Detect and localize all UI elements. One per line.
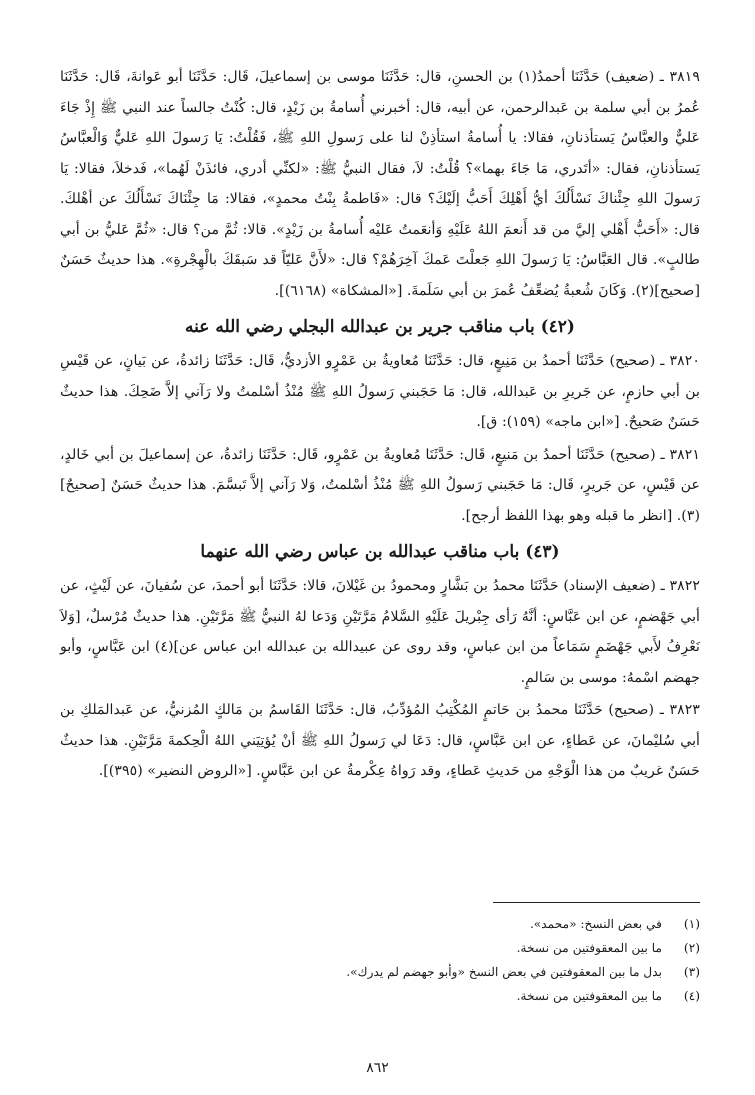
page-number: ٨٦٢ xyxy=(366,1060,389,1076)
footnote-text: ما بين المعقوفتين من نسخة. xyxy=(516,941,662,955)
footnote-number: (٣) xyxy=(683,965,700,979)
chapter-heading-42: (٤٢) باب مناقب جرير بن عبدالله البجلي رضي الله عنه xyxy=(185,317,575,337)
footnote-number: (٢) xyxy=(683,941,700,955)
footnote-item xyxy=(60,912,700,936)
footnote-item xyxy=(60,984,700,1008)
hadith-3823: ٣٨٢٣ ـ (صحيح) حَدَّثَنَا محمدُ بن حَاتمٍ المُكْتِبُ المُؤدِّبُ، قال: حَدَّثَنَا القَاسمُ بن مَالكٍ المُزنيُّ، عن عَبدالمَلكِ بن أبي سُليْمانَ، عن عَطاءٍ، عن ابن عَبَّاسٍ، قال: دَعَا لي رَسولُ اللهِ ﷺ أنْ يُؤتِيَني اللهُ الْحِكمةَ مَرَّتَيْنِ. هذا حديثٌ حَسَنٌ غريبٌ من هذا الْوَجْهِ من حَديثِ عَطاءٍ، وقد رَواهُ عِكْرمةُ عن ابن عَبَّاسٍ. [«الروض النضير» (٣٩٥)]. xyxy=(60,702,700,779)
hadith-3822: ٣٨٢٢ ـ (ضعيف الإسناد) حَدَّثَنَا محمدُ بن بَشَّارٍ ومحمودُ بن غَيْلانَ، قالا: حَدَّثَنَا أبو أحمدَ، عن سُفيانَ، عن لَيْثٍ، عن أبي جَهْضمٍ، عن ابن عَبَّاسٍ: أنَّهُ رَأى جِبْريلَ عَلَيْهِ السَّلامُ مَرَّتَيْنِ وَدَعا لهُ النبيُّ ﷺ مَرَّتَيْنِ. هذا حديثٌ مُرْسلٌ، [وَلاَ نَعْرِفُ لأَبي جَهْضَمٍ سَمَاعاً من ابن عباسٍ، وقد روى عن عبيدالله بن عبدالله ابن عباس عن](٤) ابن عَبَّاسٍ، وأبو جهضم اسْمهُ: موسى بن سَالمٍ. xyxy=(60,578,700,686)
footnote-text: ما بين المعقوفتين من نسخة. xyxy=(516,989,662,1003)
footnote-item xyxy=(60,936,700,960)
footnotes xyxy=(60,912,700,1008)
hadith-3820: ٣٨٢٠ ـ (صحيح) حَدَّثَنَا أحمدُ بن مَنِيعٍ، قال: حَدَّثَنَا مُعاويةُ بن عَمْرٍو الأزديُّ، قَال: حَدَّثَنَا زائدةُ، عن بَيانٍ، عن قَيْسِ بن أبي حازمٍ، عن جَريرِ بن عَبدالله، قال: مَا حَجَبني رَسولُ اللهِ ﷺ مُنْذُ أسْلمتُ ولا رَآني إلاَّ ضَحِكَ. هذا حديثٌ حَسَنٌ صَحيحٌ. [«ابن ماجه» (١٥٩): ق]. xyxy=(60,353,700,430)
hadith-3819: ٣٨١٩ ـ (ضعيف) حَدَّثَنَا أحمدُ(١) بن الحسنِ، قال: حَدَّثَنَا موسى بن إسماعيلَ، قَال: حَدَّثَنَا أبو عَوانةَ، قَال: حَدَّثَنَا عُمرُ بن أبي سلمة بن عَبدالرحمن، عن أبيه، قال: أخبرني أُسامةُ بن زَيْدٍ، قال: كُنْتُ جالساً عند النبي ﷺ إِذْ جَاءَ عَليٌّ والعبَّاسُ يَستأذنانِ، فقالا: يا أُسامةُ استأذِنْ لنا على رَسولِ اللهِ ﷺ، فَقُلْتُ: يَا رَسولَ اللهِ عَليٌّ وَالْعبَّاسُ يَستأذنانِ، فقال: «أتَدري، مَا جَاءَ بهما»؟ قُلْتُ: لاَ، فقال النبيُّ ﷺ: «لكنِّي أدري، فائذَنْ لَهُما»، فَدخلاَ، فقالا: يَا رَسولَ اللهِ جِئْناكَ نَسْأَلُكَ أيُّ أَهْلِكَ أَحَبُّ إلَيْكَ؟ قال: «فَاطمةُ بِنْتُ محمدٍ»، فقالا: مَا جِئْنَاكَ نَسْأَلُكَ عن أهْلكَ. قال: «أَحَبُّ أَهْلي إليَّ من قد أَنعمَ اللهُ عَلَيْهِ وَأنعَمتُ عَليْه أُسامةُ بن زَيْدٍ». قالا: ثُمَّ من؟ قال: «ثُمَّ عَليُّ بن أبي طالبٍ». قال العَبَّاسُ: يَا رَسولَ اللهِ جَعلْتَ عَمكَ آخِرَهُمْ؟ قال: «لأَنَّ عَليّاً قد سَبقَكَ بالْهِجْرةِ». هذا حديثٌ حَسَنٌ [صحيح](٢). وَكَانَ شُعبةُ يُضعِّفُ عُمرَ بن أبي سَلَمةَ. [«المشكاة» (٦١٦٨)]. xyxy=(60,69,700,299)
footnote-text: بدل ما بين المعقوفتين في بعض النسخ «وأبو جهضم لم يدرك». xyxy=(346,965,662,979)
chapter-heading-43: (٤٣) باب مناقب عبدالله بن عباس رضي الله عنهما xyxy=(200,542,560,562)
footnote-divider xyxy=(493,902,700,903)
hadith-3821: ٣٨٢١ ـ (صحيح) حَدَّثَنَا أحمدُ بن مَنيعٍ، قَال: حَدَّثَنَا مُعاويةُ بن عَمْرٍو، قَال: حَدَّثَنَا زائدةُ، عن إسماعيلَ بن أبي خَالدٍ، عن قَيْسٍ، عن جَريرٍ، قَال: مَا حَجَبني رَسولُ اللهِ ﷺ مُنْذُ أسْلمتُ، وَلا رَآني إلاَّ تَبسَّمَ. هذا حديثٌ حَسَنٌ [صحيحٌ](٣). [انظر ما قبله وهو بهذا اللفظ أرجح]. xyxy=(60,446,700,524)
footnote-text: في بعض النسخ: «محمد». xyxy=(529,917,662,931)
footnote-number: (٤) xyxy=(683,989,700,1003)
footnote-item xyxy=(60,960,700,984)
footnote-number: (١) xyxy=(683,917,700,931)
page-body xyxy=(60,62,700,787)
